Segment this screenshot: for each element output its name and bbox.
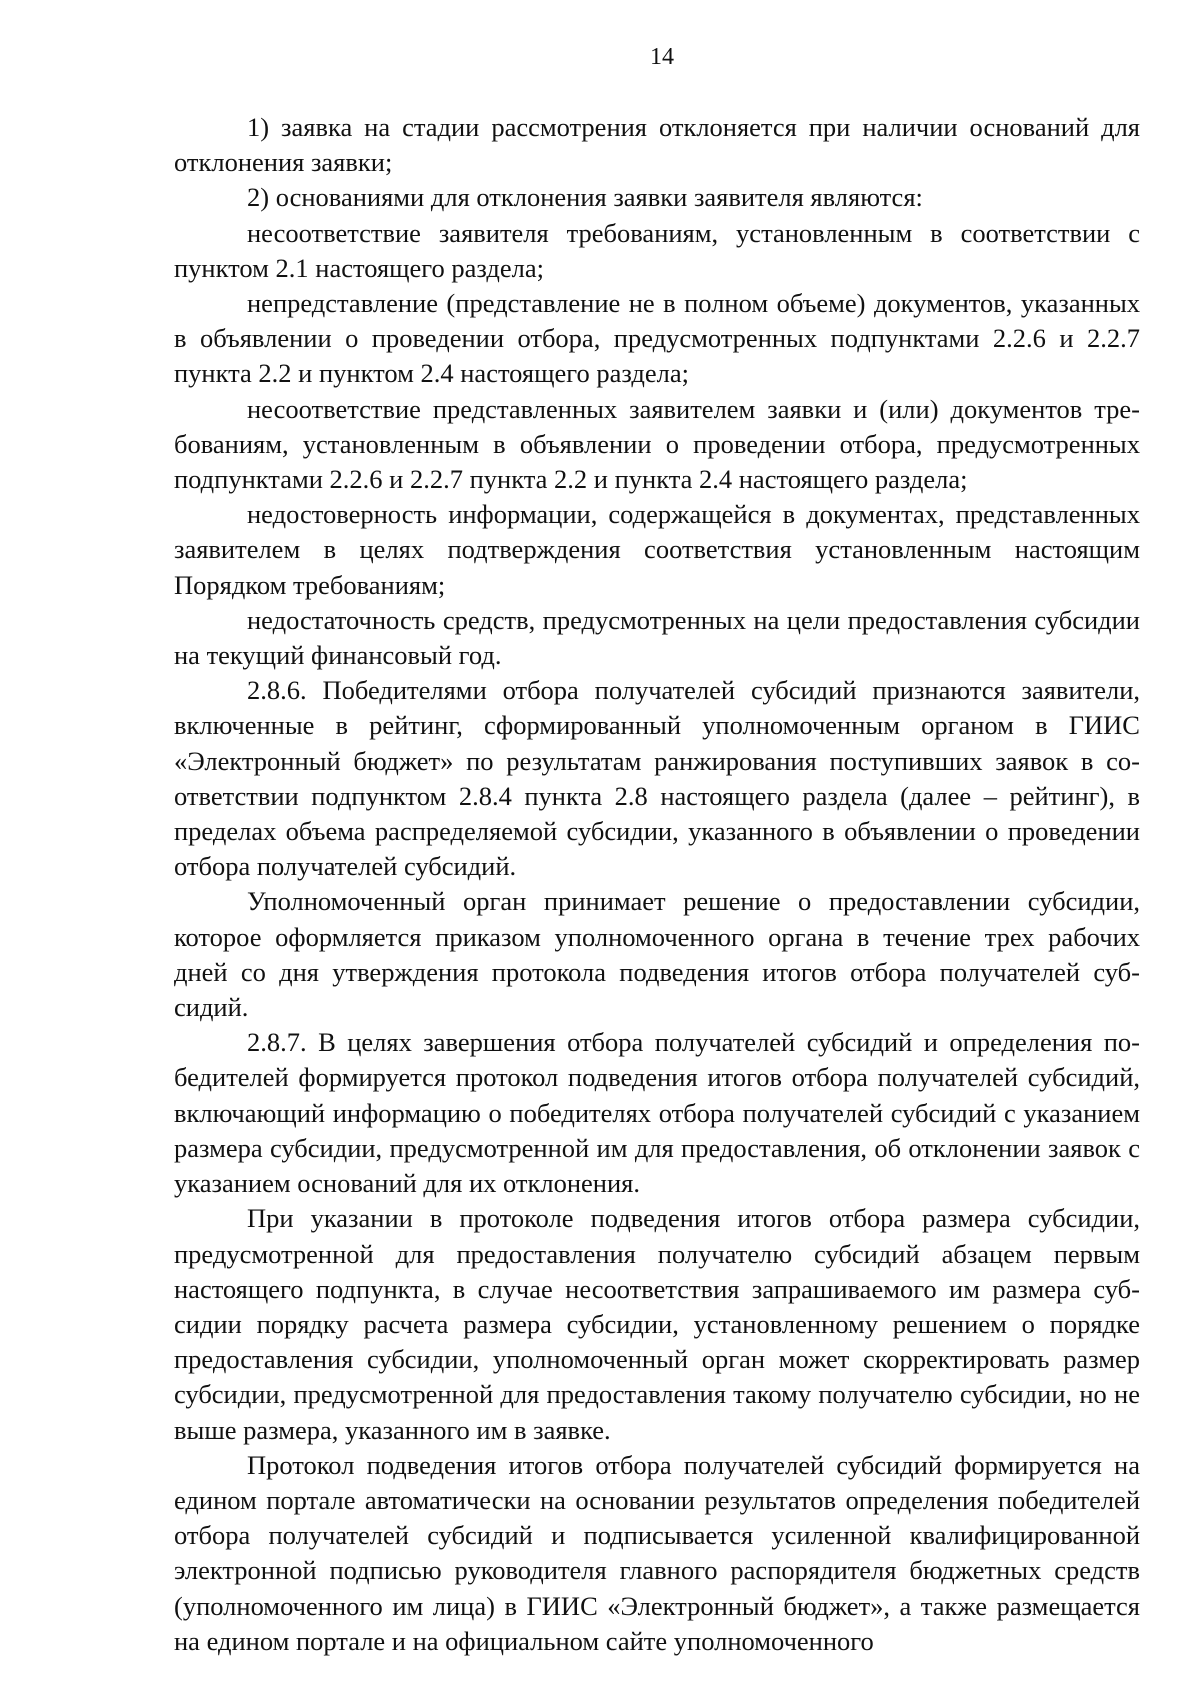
paragraph-ground-document-mismatch: несоответствие представленных заявителем заявки и (или) документов требованиям, установленным в объявлении о проведении отбора, предусмотренных подпунктами 2.2.6 и 2.2.7 пункта 2.2 и пункта 2.4 настоящего раздела; — [174, 393, 1140, 495]
body-text — [174, 110, 1140, 1659]
paragraph-ground-insufficient-funds: недостаточность средств, предусмотренных на цели предоставления субсидии на текущий финансовый год. — [174, 604, 1140, 671]
paragraph-authorized-body-decision: Уполномоченный орган принимает решение о предоставлении субсидии, которое оформляется приказом уполномоченного органа в течение трех рабочих дней со дня утверждения протокола подведения итогов отбора получателей субсидий. — [174, 886, 1140, 1023]
paragraph-ground-unreliable-info: недостоверность информации, содержащейся в документах, представленных заявителем в целях подтверждения соответствия установленным настоящим Порядком требованиям; — [174, 499, 1140, 600]
paragraph-2-8-6-winners: 2.8.6. Победителями отбора получателей субсидий признаются заявители, включенные в рейтинг, сформированный уполномоченным органом в ГИИС «Электронный бюджет» по результатам ранжирования поступивших заявок в соответствии подпунктом 2.8.4 пункта 2.8 настоящего раздела (далее – рейтинг), в пределах объема распределяемой субсидии, указанного в объявлении о проведении отбора получателей субсидий. — [174, 675, 1140, 882]
paragraph-2-8-7-protocol: 2.8.7. В целях завершения отбора получателей субсидий и определения победителей формируется протокол подведения итогов отбора получателей субсидий, включающий информацию о победителях отбора получателей субсидий с указанием размера субсидии, предусмотренной им для предоставления, об отклонении заявок с указанием оснований для их отклонения. — [174, 1027, 1140, 1199]
paragraph-ground-noncompliance: несоответствие заявителя требованиям, установленным в соответствии с пунктом 2.1 настоящего раздела; — [174, 217, 1140, 283]
paragraph-rejection-grounds-intro: 2) основаниями для отклонения заявки заявителя являются: — [247, 182, 923, 213]
paragraph-protocol-formation: Протокол подведения итогов отбора получателей субсидий формируется на едином портале автоматически на основании результатов определения победителей отбора получателей субсидий и подписывается усиленной квалифицированной электронной подписью руководителя главного распорядителя бюджетных средств (уполномоченного им лица) в ГИИС «Электронный бюджет», а также размещается на едином портале и на официальном сайте уполномоченного — [174, 1449, 1140, 1656]
paragraph-ground-missing-documents: непредставление (представление не в полном объеме) документов, указанных в объявлении о проведении отбора, предусмотренных подпунктами 2.2.6 и 2.2.7 пункта 2.2 и пунктом 2.4 настоящего раздела; — [174, 288, 1140, 389]
paragraph-rejection-stage: 1) заявка на стадии рассмотрения отклоняется при наличии оснований для отклонения заявки; — [174, 112, 1140, 178]
paragraph-subsidy-size-adjustment: При указании в протоколе подведения итогов отбора размера субсидии, предусмотренной для предоставления получателю субсидий абзацем первым настоящего подпункта, в случае несоответствия запрашиваемого им размера субсидии порядку расчета размера субсидии, установленному решением о порядке предоставления субсидии, уполномоченный орган может скорректировать размер субсидии, предусмотренной для предоставления такому получателю субсидии, но не выше размера, указанного им в заявке. — [174, 1203, 1140, 1445]
page-number: 14 — [650, 44, 674, 70]
